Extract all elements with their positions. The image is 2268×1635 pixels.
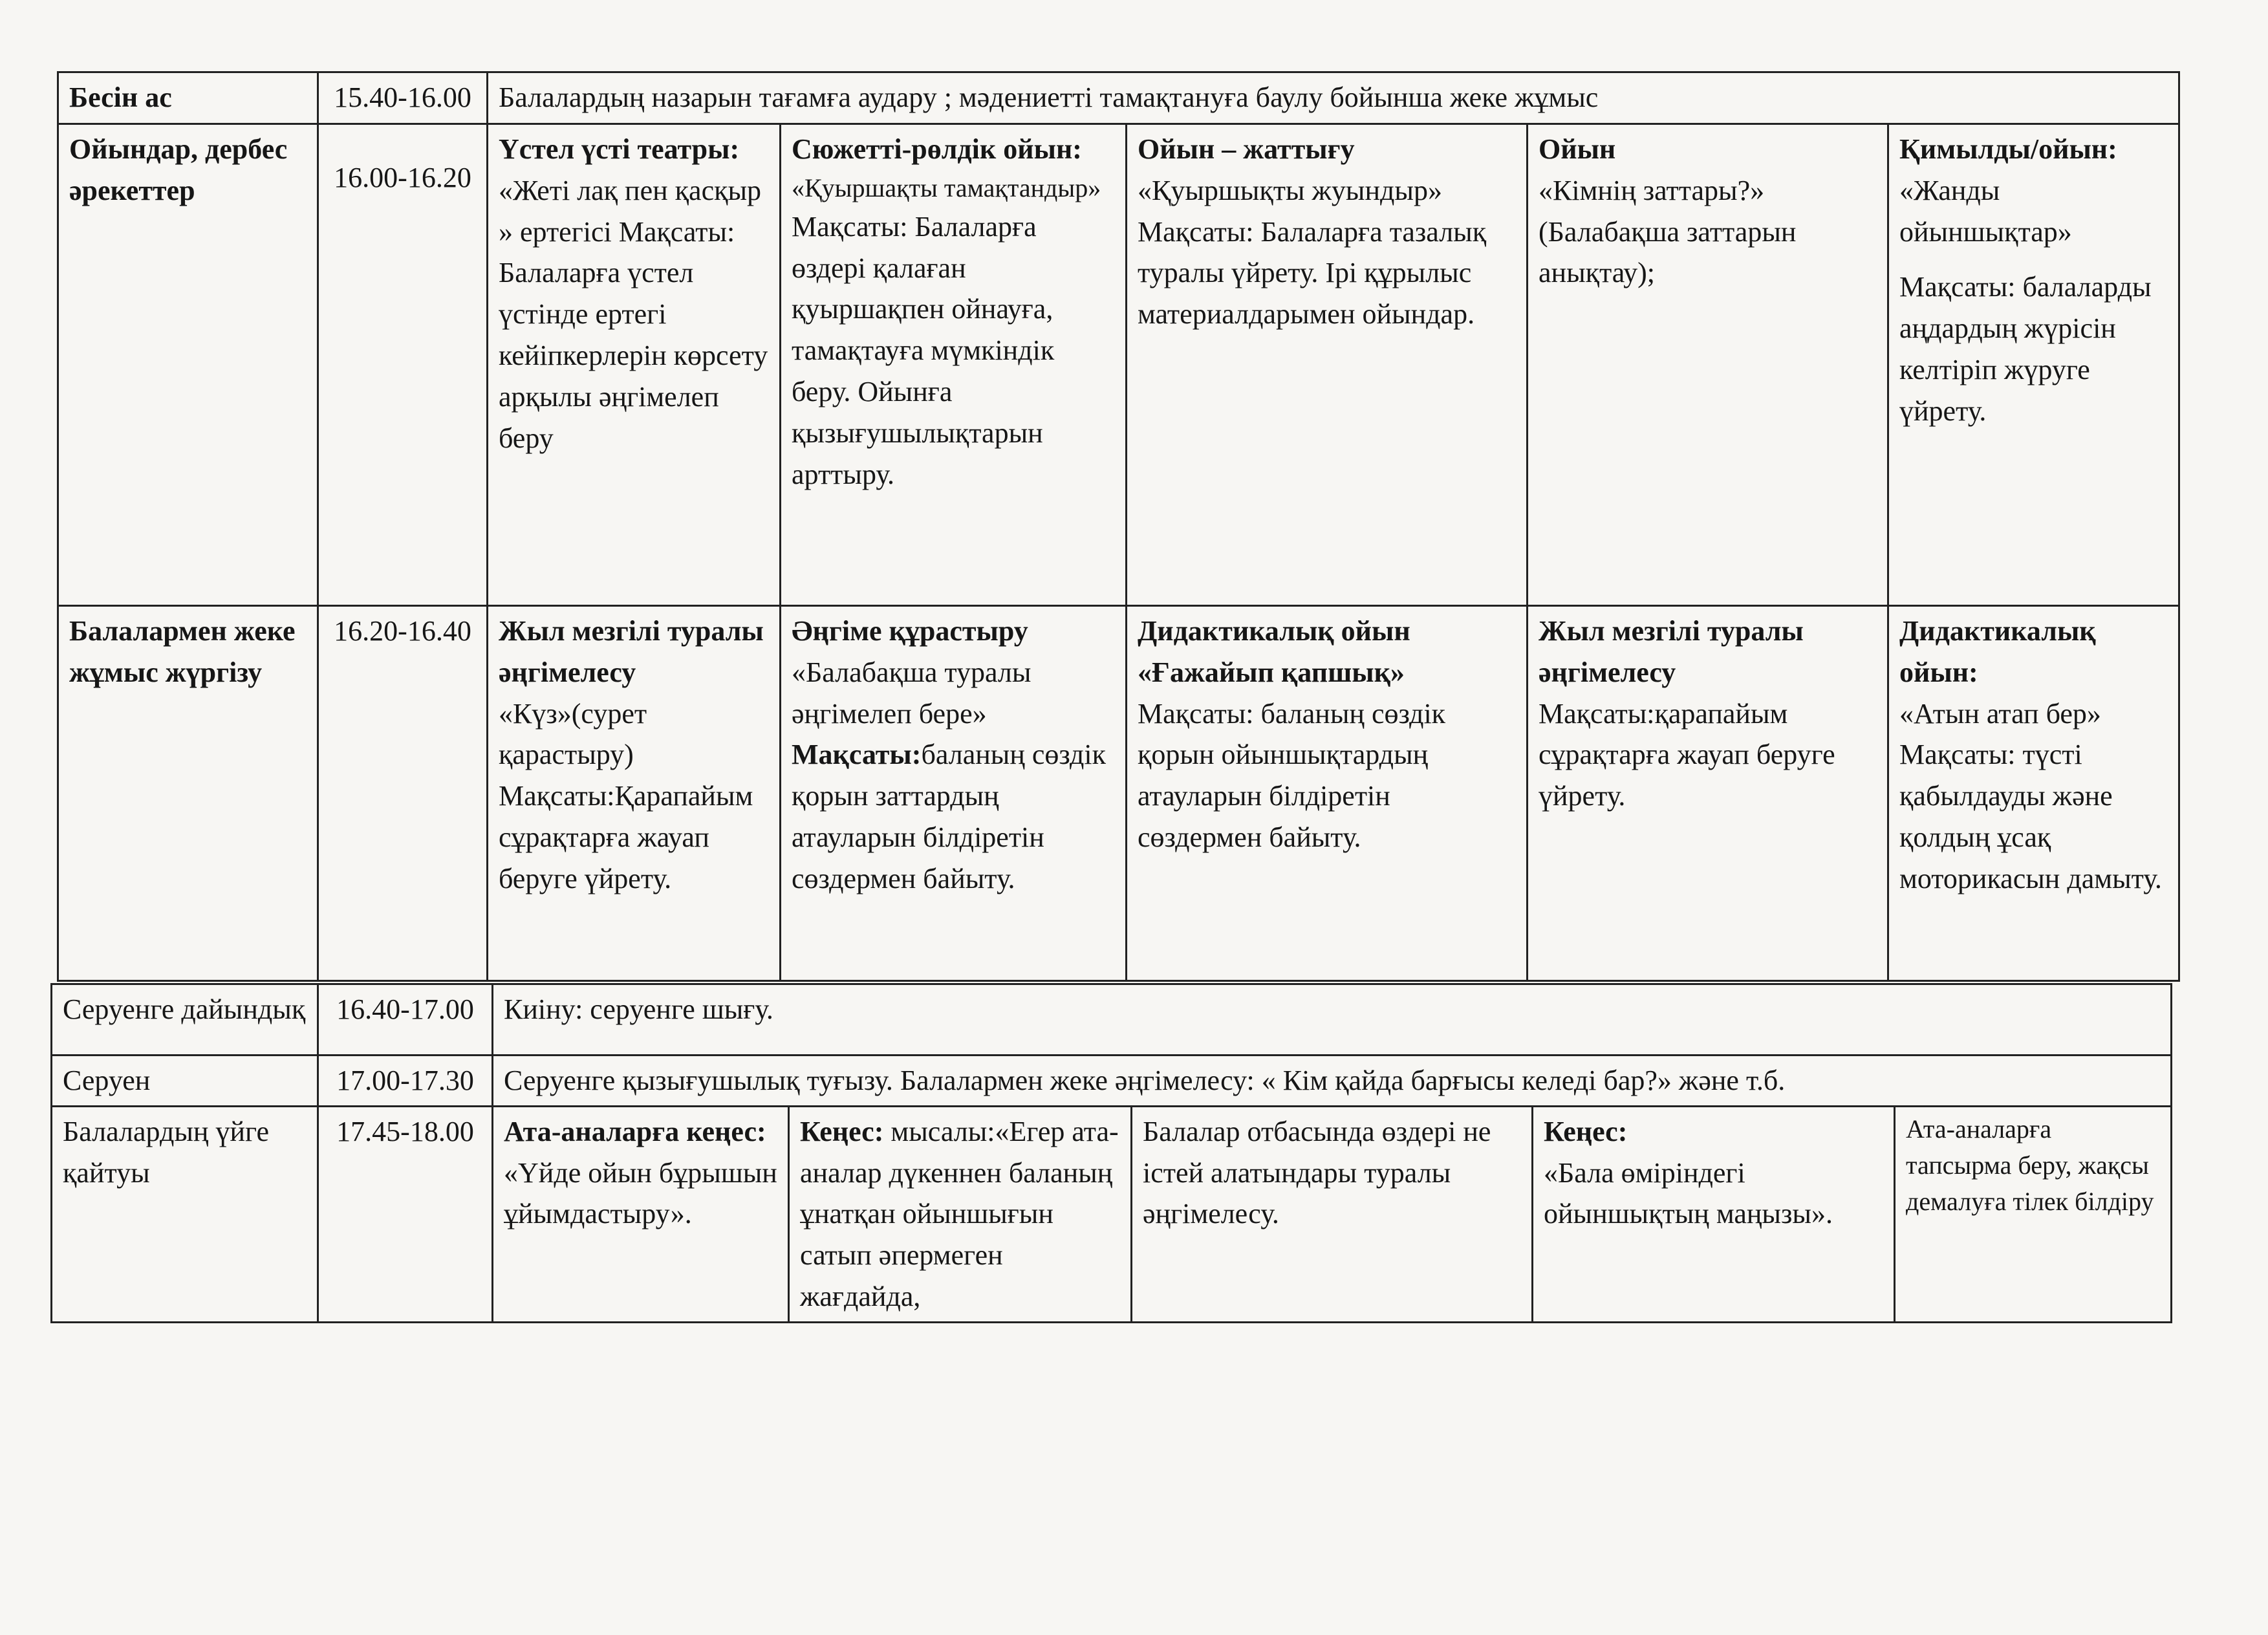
row-label-games: Ойындар, дербес әрекеттер — [58, 124, 318, 606]
individual-cell-3 — [1127, 606, 1528, 981]
schedule-table-top — [57, 71, 2180, 982]
individual-cell-3-title: Дидактикалық ойын «Ғажайып қапшық» — [1138, 615, 1410, 688]
individual-cell-1-text: «Күз»(сурет қарастыру) Мақсаты:Қарапайым сұрақтарға жауап беруге үйрету. — [499, 697, 753, 894]
table-row-individual — [58, 606, 2179, 981]
individual-cell-4-title: Жыл мезгілі туралы әңгімелесу — [1539, 615, 1804, 688]
home-cell-4-title: Кеңес: — [1544, 1115, 1628, 1147]
row-label-prep: Серуенге дайындық — [52, 984, 318, 1056]
home-cell-1-title: Ата-аналарға кеңес: — [504, 1115, 766, 1147]
individual-cell-2 — [781, 606, 1127, 981]
individual-cell-1 — [488, 606, 781, 981]
games-cell-5-subtitle: «Жанды ойыншықтар» — [1899, 174, 2072, 248]
home-cell-3 — [1132, 1106, 1533, 1322]
home-cell-3-text: Балалар отбасында өздері не істей алатындары туралы әңгімелесу. — [1143, 1115, 1491, 1230]
individual-cell-5 — [1888, 606, 2179, 981]
home-cell-2-title: Кеңес: — [800, 1115, 884, 1147]
individual-cell-4-text: Мақсаты:қарапайым сұрақтарға жауап беруге үйрету. — [1539, 697, 1835, 812]
individual-cell-2-subtitle: «Балабақша туралы әңгімелеп бере» — [792, 656, 1031, 730]
individual-cell-2-body: баланың сөздік қорын заттардың атауларын білдіретін сөздермен байыту. — [792, 739, 1106, 894]
home-cell-4-text: «Бала өміріндегі ойыншықтың маңызы». — [1544, 1156, 1833, 1230]
row-time-lunch: 15.40-16.00 — [318, 72, 488, 124]
row-time-individual: 16.20-16.40 — [318, 606, 488, 981]
individual-cell-1-title: Жыл мезгілі туралы әңгімелесу — [499, 615, 764, 688]
individual-cell-3-text: Мақсаты: баланың сөздік қорын ойыншықтардың атауларын білдіретін сөздермен байыту. — [1138, 697, 1446, 853]
table-row-prep — [52, 984, 2172, 1056]
row-label-individual: Балалармен жеке жұмыс жүргізу — [58, 606, 318, 981]
row-time-prep: 16.40-17.00 — [318, 984, 493, 1056]
individual-cell-5-text: «Атын атап бер» Мақсаты: түсті қабылдауды және қолдың ұсақ моторикасын дамыту. — [1899, 697, 2162, 894]
home-cell-1 — [493, 1106, 789, 1322]
games-cell-1-title: Үстел үсті театры: — [499, 133, 740, 165]
individual-cell-2-text — [792, 734, 1115, 899]
home-cell-2-text — [800, 1111, 1120, 1317]
home-cell-2-body: мысалы:«Егер ата-аналар дүкеннен баланың ұнатқан ойыншығын сатып әпермеген жағдайда, — [800, 1115, 1119, 1312]
games-cell-3-title: Ойын – жаттығу — [1138, 133, 1355, 165]
games-cell-4-title: Ойын — [1539, 133, 1616, 165]
games-cell-5-text: Мақсаты: балаларды аңдардың жүрісін келтіріп жүруге үйрету. — [1899, 271, 2152, 427]
games-cell-2-subtitle: «Қуыршақты тамақтандыр» — [792, 173, 1101, 202]
games-cell-1 — [488, 124, 781, 606]
home-cell-2 — [789, 1106, 1132, 1322]
games-cell-2 — [781, 124, 1127, 606]
games-cell-4-text: «Кімнің заттары?» (Балабақша заттарын анықтау); — [1539, 174, 1797, 289]
individual-cell-4 — [1528, 606, 1888, 981]
row-text-lunch: Балалардың назарын тағамға аудару ; мәдениетті тамақтануға баулу бойынша жеке жұмыс — [488, 72, 2179, 124]
schedule-table-bottom — [50, 983, 2172, 1323]
home-cell-5 — [1895, 1106, 2172, 1322]
games-cell-5 — [1888, 124, 2179, 606]
games-cell-2-title: Сюжетті-рөлдік ойын: — [792, 133, 1082, 165]
row-time-games: 16.00-16.20 — [318, 124, 488, 606]
games-cell-4 — [1528, 124, 1888, 606]
games-cell-5-title: Қимылды/ойын: — [1899, 133, 2117, 165]
row-text-walk: Серуенге қызығушылық туғызу. Балалармен жеке әңгімелесу: « Кім қайда барғысы келеді бар?» және т.б. — [493, 1056, 2172, 1107]
games-cell-3 — [1127, 124, 1528, 606]
games-cell-2-text: Мақсаты: Балаларға өздері қалаған қуыршақпен ойнауға, тамақтауға мүмкіндік беру. Ойынға қызығушылықтарын арттыру. — [792, 210, 1055, 490]
row-time-walk: 17.00-17.30 — [318, 1056, 493, 1107]
table-row-lunch — [58, 72, 2179, 124]
home-cell-5-text: Ата-аналарға тапсырма беру, жақсы демалуға тілек білдіру — [1906, 1114, 2154, 1216]
row-time-home: 17.45-18.00 — [318, 1106, 493, 1322]
games-cell-1-text: «Жеті лақ пен қасқыр » ертегісі Мақсаты: Балаларға үстел үстінде ертегі кейіпкерлерін көрсету арқылы әңгімелеп беру — [499, 174, 768, 454]
individual-cell-5-title: Дидактикалық ойын: — [1899, 615, 2096, 688]
home-cell-1-text: «Үйде ойын бұрышын ұйымдастыру». — [504, 1156, 777, 1230]
table-row-games — [58, 124, 2179, 606]
individual-cell-2-title: Әңгіме құрастыру — [792, 615, 1028, 647]
home-cell-4 — [1533, 1106, 1895, 1322]
row-label-walk: Серуен — [52, 1056, 318, 1107]
row-text-prep: Киіну: серуенге шығу. — [493, 984, 2172, 1056]
row-label-lunch: Бесін ас — [58, 72, 318, 124]
games-cell-3-text: «Қуыршықты жуындыр» Мақсаты: Балаларға тазалық туралы үйрету. Ірі құрылыс материалдарымен ойындар. — [1138, 174, 1487, 330]
row-label-home: Балалардың үйге қайтуы — [52, 1106, 318, 1322]
table-row-walk — [52, 1056, 2172, 1107]
table-row-home — [52, 1106, 2172, 1322]
individual-cell-2-label: Мақсаты: — [792, 739, 922, 771]
